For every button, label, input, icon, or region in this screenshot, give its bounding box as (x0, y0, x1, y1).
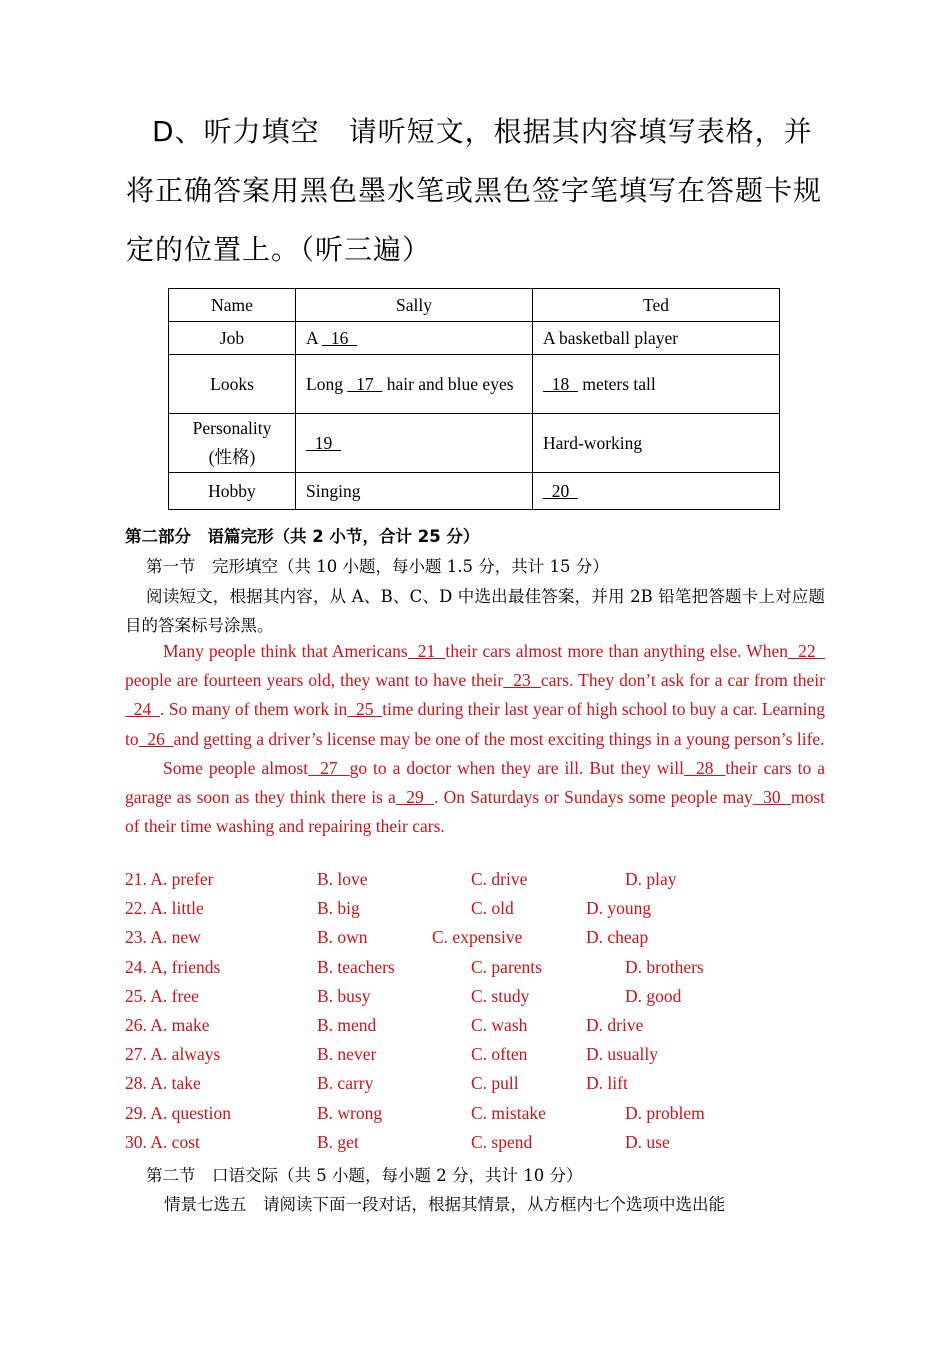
listening-table (168, 288, 780, 510)
section2-intro: 情景七选五 请阅读下面一段对话，根据其情景，从方框内七个选项中选出能 (164, 1195, 725, 1214)
answer-blank: 24 (125, 699, 161, 720)
option-item: 24. A, friends (125, 956, 221, 977)
option-item: C. parents (471, 956, 542, 977)
sally-cell (296, 414, 533, 473)
passage-text: Some people almost (163, 757, 309, 778)
ted-cell: A basketball player (533, 322, 780, 355)
passage-text: people are fourteen years old, they want to have their (125, 670, 504, 691)
passage-text: their cars to a garage as soon as they think there is a (125, 757, 825, 808)
option-item: B. teachers (317, 956, 395, 977)
table-header-row (169, 289, 780, 322)
option-item: B. carry (317, 1073, 374, 1094)
cloze-passage (125, 637, 825, 841)
answer-blank: 21 (407, 641, 446, 661)
header-sally: Sally (296, 289, 533, 322)
sally-cell (296, 355, 533, 414)
header-name: Name (169, 289, 296, 322)
option-item: D. use (625, 1131, 670, 1152)
option-item: C. drive (471, 869, 528, 889)
option-item: C. often (471, 1044, 528, 1065)
option-item: B. own (317, 927, 368, 948)
option-row (125, 957, 825, 986)
table-row (169, 322, 780, 355)
option-row (125, 1044, 825, 1073)
option-item: C. mistake (471, 1102, 546, 1123)
options-list (0, 869, 950, 1169)
cell-text: hair and blue eyes (382, 373, 514, 394)
row-label: Job (169, 322, 296, 355)
option-item: D. cheap (586, 927, 649, 948)
section2-title: 第二节 口语交际（共 5 小题，每小题 2 分，共计 10 分） (146, 1166, 583, 1185)
answer-blank: 27 (308, 757, 350, 778)
option-row (125, 1015, 825, 1044)
option-item: D. brothers (625, 956, 704, 977)
option-item: 26. A. make (125, 1015, 210, 1035)
option-item: B. never (317, 1044, 377, 1065)
answer-blank: 29 (395, 787, 435, 808)
option-item: 29. A. question (125, 1102, 231, 1123)
option-item: B. mend (317, 1015, 377, 1035)
sally-cell: Singing (296, 473, 533, 510)
passage-text: Many people think that Americans (163, 641, 408, 661)
option-item: C. wash (471, 1015, 528, 1035)
answer-blank-20: 20 (543, 480, 578, 501)
option-item: 27. A. always (125, 1044, 221, 1065)
option-item: C. study (471, 985, 530, 1006)
option-row (125, 1103, 825, 1132)
table-row (169, 473, 780, 510)
ted-cell (533, 355, 780, 414)
option-item: D. problem (625, 1102, 705, 1123)
listening-heading (126, 102, 826, 279)
row-label: Looks (169, 355, 296, 414)
header-ted: Ted (533, 289, 780, 322)
section1-instructions: 阅读短文，根据其内容，从 A、B、C、D 中选出最佳答案，并用 2B 铅笔把答题卡上对应题目的答案标号涂黑。 (125, 587, 825, 635)
answer-blank-18: 18 (543, 373, 578, 394)
answer-blank-16: 16 (322, 327, 358, 348)
passage-text: go to a doctor when they are ill. But they will (349, 757, 684, 778)
row-label: Personality (性格) (169, 414, 296, 473)
passage-text: . So many of them work in (160, 699, 348, 720)
part2-title: 第二部分 语篇完形（共 2 小节，合计 25 分） (125, 527, 480, 546)
table-row (169, 414, 780, 473)
option-row (125, 1073, 825, 1102)
answer-blank: 26 (138, 728, 174, 749)
option-item: 25. A. free (125, 985, 199, 1006)
answer-blank-17: 17 (347, 373, 383, 394)
option-row (125, 869, 825, 898)
option-item: 23. A. new (125, 927, 201, 948)
row-label: Hobby (169, 473, 296, 510)
answer-blank-19: 19 (306, 432, 341, 453)
option-row (125, 898, 825, 927)
option-row (125, 986, 825, 1015)
section-letter: D (152, 115, 175, 148)
answer-blank: 30 (752, 787, 791, 808)
option-row (125, 927, 825, 956)
option-item: B. get (317, 1131, 359, 1152)
cell-text: Long (306, 373, 348, 394)
passage-paragraph (125, 637, 825, 754)
answer-blank: 28 (683, 757, 726, 778)
answer-blank: 22 (788, 641, 826, 661)
option-item: C. spend (471, 1131, 533, 1152)
passage-text: cars. They don’t ask for a car from their (540, 670, 825, 691)
answer-blank: 25 (347, 699, 383, 720)
passage-text: time during their last year of high school to buy a car. Learning to (125, 699, 826, 749)
option-item: B. wrong (317, 1102, 383, 1123)
option-item: B. busy (317, 985, 371, 1006)
option-item: D. play (625, 869, 677, 889)
ted-cell: Hard-working (533, 414, 780, 473)
passage-text: their cars almost more than anything else. When (445, 641, 789, 661)
option-item: 30. A. cost (125, 1131, 200, 1152)
sally-cell (296, 322, 533, 355)
section1-title: 第一节 完形填空（共 10 小题，每小题 1.5 分，共计 15 分） (146, 557, 609, 576)
option-item: B. love (317, 869, 368, 889)
option-item: 22. A. little (125, 898, 204, 919)
passage-text: . On Saturdays or Sundays some people may (434, 787, 753, 808)
option-item: B. big (317, 898, 360, 919)
option-item: D. young (586, 898, 652, 919)
option-row (125, 1132, 825, 1161)
option-item: D. lift (586, 1073, 628, 1094)
option-item: C. old (471, 898, 514, 919)
answer-blank: 23 (503, 670, 541, 691)
option-item: 28. A. take (125, 1073, 201, 1094)
passage-paragraph (125, 754, 825, 842)
passage-text: most of their time washing and repairing their cars. (125, 787, 826, 837)
table-row (169, 355, 780, 414)
ted-cell (533, 473, 780, 510)
option-item: C. pull (471, 1073, 519, 1094)
heading-text: 、听力填空 请听短文，根据其内容填写表格，并将正确答案用黑色墨水笔或黑色签字笔填写在答题卡规定的位置上。（听三遍） (126, 115, 823, 266)
cell-text: A (306, 327, 323, 348)
option-item: D. usually (586, 1044, 658, 1065)
option-item: 21. A. prefer (125, 869, 214, 889)
option-item: C. expensive (432, 927, 523, 948)
option-item: D. drive (586, 1015, 644, 1035)
cell-text: meters tall (578, 373, 656, 394)
passage-text: and getting a driver’s license may be one of the most exciting things in a young person’s life. (173, 728, 825, 749)
option-item: D. good (625, 985, 682, 1006)
